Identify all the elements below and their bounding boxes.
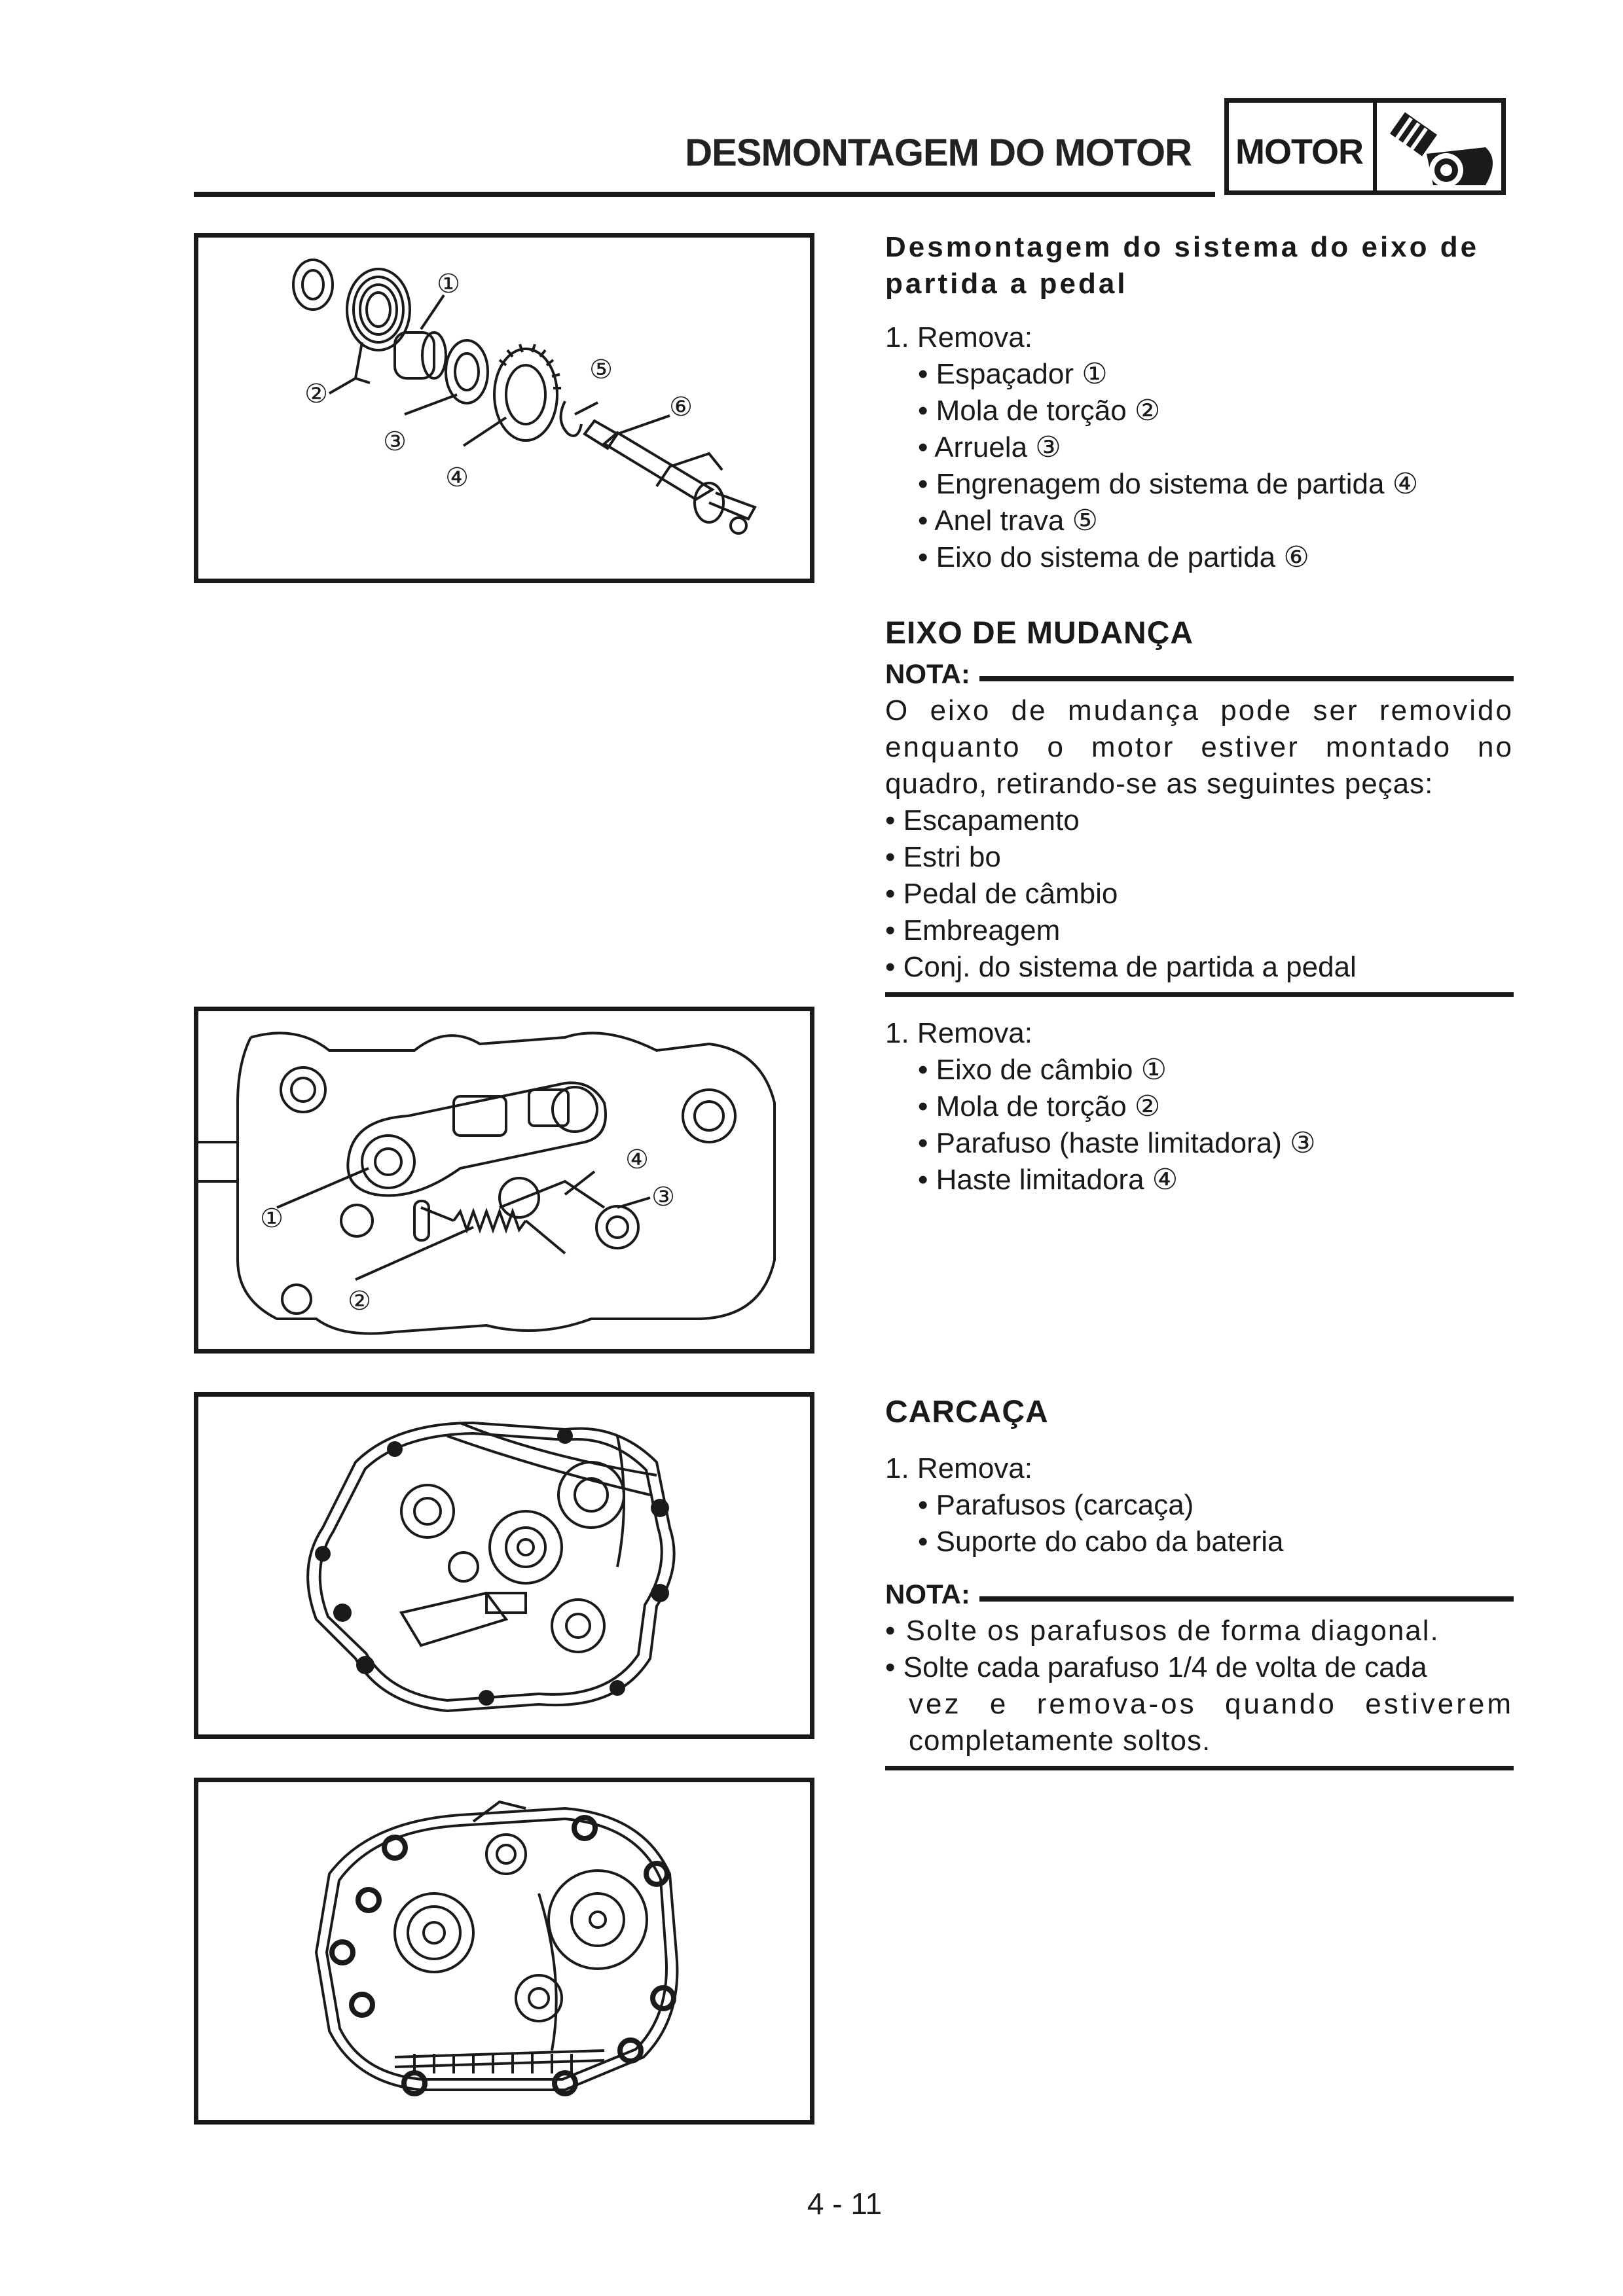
page-title: DESMONTAGEM DO MOTOR (685, 132, 1192, 174)
callout-1: ① (260, 1204, 283, 1234)
note-bullet: • Solte os parafusos de forma diagonal. (885, 1615, 1440, 1647)
callout-3: ③ (651, 1182, 675, 1212)
note-bullet: • Embreagem (885, 914, 1061, 946)
note-end-rule (885, 1766, 1514, 1770)
engine-icon (1381, 108, 1502, 192)
callout-2: ② (348, 1286, 371, 1316)
list-item: • Mola de torção ② (918, 395, 1161, 427)
note-cont: completamente soltos. (909, 1725, 1211, 1757)
kickstart-section (885, 229, 1514, 576)
crankcase-section (885, 1394, 1514, 1770)
nota-header (885, 1576, 1514, 1613)
note-end-rule (885, 992, 1514, 997)
page-number: 4 - 11 (807, 2187, 883, 2221)
crankcase-step: 1. Remova: (885, 1452, 1032, 1484)
list-item: • Arruela ③ (918, 431, 1061, 463)
callout-1: ① (437, 269, 460, 299)
list-item: • Parafusos (carcaça) (918, 1489, 1194, 1521)
list-item: • Eixo de câmbio ① (918, 1054, 1167, 1086)
kickstart-heading-line1: Desmontagem do sistema do eixo de (885, 231, 1480, 263)
note-line: quadro, retirando-se as seguintes peças: (885, 768, 1434, 800)
nota-rule (979, 1596, 1514, 1602)
header-rule (194, 192, 1215, 197)
note-line: O eixo de mudança pode ser removido (885, 694, 1514, 726)
note-line: enquanto o motor estiver montado no (885, 731, 1514, 763)
nota-header (885, 656, 1514, 692)
tab-divider (1373, 103, 1377, 190)
callout-4: ④ (445, 463, 469, 493)
list-item: • Haste limitadora ④ (918, 1164, 1178, 1196)
shift-heading: EIXO DE MUDANÇA (885, 616, 1194, 651)
note-cont: vez e remova-os quando estiverem (909, 1688, 1514, 1720)
callout-5: ⑤ (589, 355, 613, 385)
callout-2: ② (304, 379, 328, 409)
nota-label: NOTA: (885, 1579, 970, 1609)
shift-shaft-figure (194, 1007, 814, 1354)
kickstart-parts-figure (194, 233, 814, 583)
callout-4: ④ (625, 1145, 649, 1175)
callout-3: ③ (383, 427, 407, 457)
note-bullet: • Conj. do sistema de partida a pedal (885, 951, 1357, 983)
section-tab (1224, 98, 1506, 195)
section-tab-label: MOTOR (1235, 132, 1363, 171)
list-item: • Engrenagem do sistema de partida ④ (918, 468, 1419, 500)
note-bullet: • Estri bo (885, 841, 1001, 873)
list-item: • Eixo do sistema de partida ⑥ (918, 541, 1309, 573)
crankcase-left-drawing (198, 1782, 810, 2120)
kickstart-exploded-drawing (198, 238, 810, 579)
shift-shaft-drawing (198, 1011, 810, 1349)
kickstart-heading-line2: partida a pedal (885, 268, 1128, 300)
callout-6: ⑥ (669, 392, 693, 422)
list-item: • Mola de torção ② (918, 1090, 1161, 1122)
shift-step: 1. Remova: (885, 1017, 1032, 1049)
nota-label: NOTA: (885, 658, 970, 689)
crankcase-left-figure (194, 1778, 814, 2125)
kickstart-step: 1. Remova: (885, 321, 1032, 353)
list-item: • Espaçador ① (918, 358, 1108, 390)
note-bullet: • Solte cada parafuso 1/4 de volta de cada (885, 1651, 1427, 1683)
crankcase-bolts-figure (194, 1392, 814, 1739)
note-bullet: • Pedal de câmbio (885, 878, 1118, 910)
nota-rule (979, 676, 1514, 681)
crankcase-heading: CARCAÇA (885, 1395, 1049, 1429)
list-item: • Parafuso (haste limitadora) ③ (918, 1127, 1316, 1159)
list-item: • Anel trava ⑤ (918, 505, 1098, 537)
crankcase-right-drawing (198, 1397, 810, 1734)
note-bullet: • Escapamento (885, 804, 1080, 836)
shift-shaft-section (885, 615, 1514, 1198)
list-item: • Suporte do cabo da bateria (918, 1526, 1284, 1558)
